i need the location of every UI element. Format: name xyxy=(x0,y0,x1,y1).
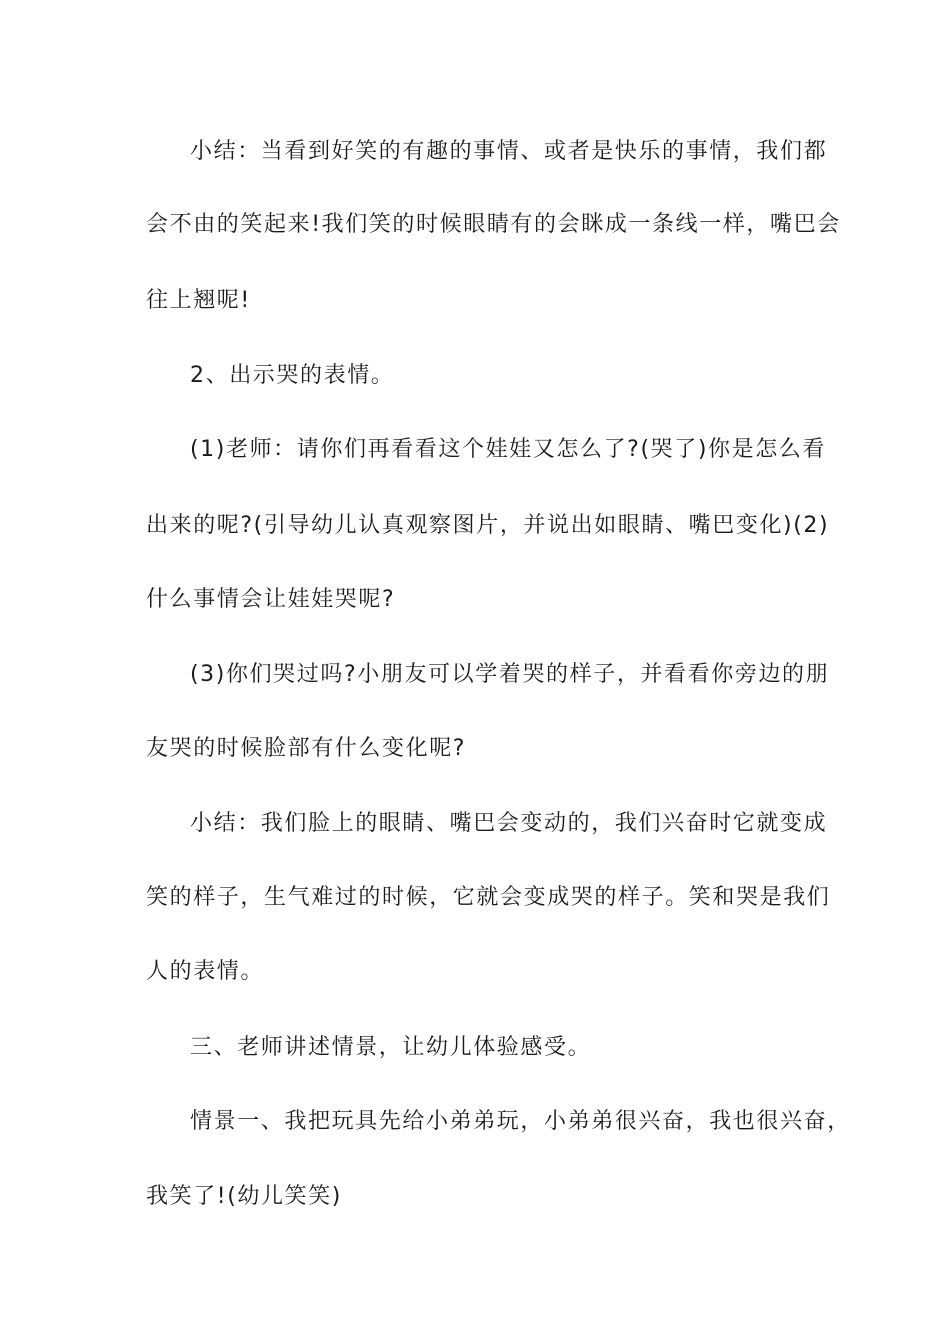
text-line: 笑的样子，生气难过的时候，它就会变成哭的样子。笑和哭是我们 xyxy=(146,885,831,910)
text-line: (3)你们哭过吗?小朋友可以学着哭的样子，并看看你旁边的朋 xyxy=(190,662,830,687)
text-line: (1)老师：请你们再看看这个娃娃又怎么了?(哭了)你是怎么看 xyxy=(190,437,827,462)
text-line: 小结：我们脸上的眼睛、嘴巴会变动的，我们兴奋时它就变成 xyxy=(190,811,828,836)
text-line: 三、老师讲述情景，让幼儿体验感受。 xyxy=(190,1035,592,1060)
text-line: 情景一、我把玩具先给小弟弟玩，小弟弟很兴奋，我也很兴奋， xyxy=(190,1109,851,1134)
text-line: 小结：当看到好笑的有趣的事情、或者是快乐的事情，我们都 xyxy=(190,139,828,164)
text-line: 往上翘呢! xyxy=(146,288,251,313)
text-line: 我笑了!(幼儿笑笑) xyxy=(146,1184,342,1209)
text-line: 友哭的时候脸部有什么变化呢? xyxy=(146,736,467,761)
text-line: 什么事情会让娃娃哭呢? xyxy=(146,587,396,612)
text-line: 2、出示哭的表情。 xyxy=(190,363,395,388)
text-line: 会不由的笑起来!我们笑的时候眼睛有的会眯成一条线一样，嘴巴会 xyxy=(146,212,841,237)
text-line: 出来的呢?(引导幼儿认真观察图片，并说出如眼睛、嘴巴变化)(2) xyxy=(146,513,830,538)
text-line: 人的表情。 xyxy=(146,959,265,984)
